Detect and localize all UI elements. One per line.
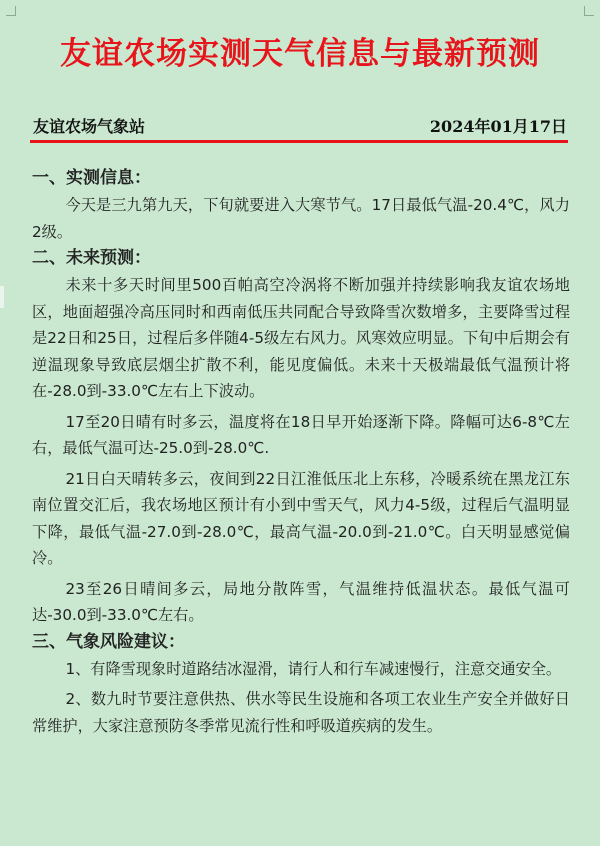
paragraph: 未来十多天时间里500百帕高空冷涡将不断加强并持续影响我友谊农场地区，地面超强冷高压同时和西南低压共同配合导致降雪次数增多，主要降雪过程是22日和25日，过程后多伴随4-5级左右风力。风寒效应明显。下旬中后期会有逆温现象导致底层烟尘扩散不利，能见度偏低。未来十天极端最低气温预计将在-28.0到-33.0℃左右上下波动。	[32, 276, 570, 400]
section-heading: 三、气象风险建议：	[32, 631, 185, 652]
paragraph: 1、有降雪现象时道路结冰湿滑，请行人和行车减速慢行，注意交通安全。	[65, 659, 562, 678]
page-title: 友谊农场实测天气信息与最新预测	[60, 36, 540, 72]
paragraph: 17至20日晴有时多云，温度将在18日早开始逐渐下降。降幅可达6-8℃左右，最低气温可达-25.0到-28.0℃.	[32, 412, 570, 457]
document-body	[32, 165, 570, 739]
paragraph: 23至26日晴间多云，局地分散阵雪，气温维持低温状态。最低气温可达-30.0到-33.0℃左右。	[32, 579, 570, 624]
report-date: 2024年01月17日	[429, 117, 567, 136]
header-meta	[33, 117, 567, 137]
paragraph: 今天是三九第九天，下旬就要进入大寒节气。17日最低气温-20.4℃，风力2级。	[32, 196, 570, 241]
section-observed	[32, 165, 570, 245]
paragraph: 21日白天晴转多云，夜间到22日江淮低压北上东移，冷暖系统在黑龙江东南位置交汇后，我农场地区预计有小到中雪天气，风力4-5级，过程后气温明显下降，最低气温-27.0到-28.0℃，最高气温-20.0到-21.0℃。白天明显感觉偏冷。	[32, 469, 570, 567]
section-heading: 一、实测信息：	[32, 168, 151, 188]
header-rule	[30, 140, 568, 143]
station-name: 友谊农场气象站	[33, 117, 146, 136]
paragraph: 2、数九时节要注意供热、供水等民生设施和各项工农业生产安全并做好日常维护，大家注意预防冬季常见流行性和呼吸道疾病的发生。	[32, 690, 570, 735]
corner-mark	[6, 6, 16, 16]
section-advice	[32, 629, 570, 740]
corner-mark	[584, 6, 594, 16]
section-heading: 二、未来预测：	[32, 248, 151, 268]
edge-marker	[0, 286, 4, 308]
section-forecast	[32, 245, 570, 629]
